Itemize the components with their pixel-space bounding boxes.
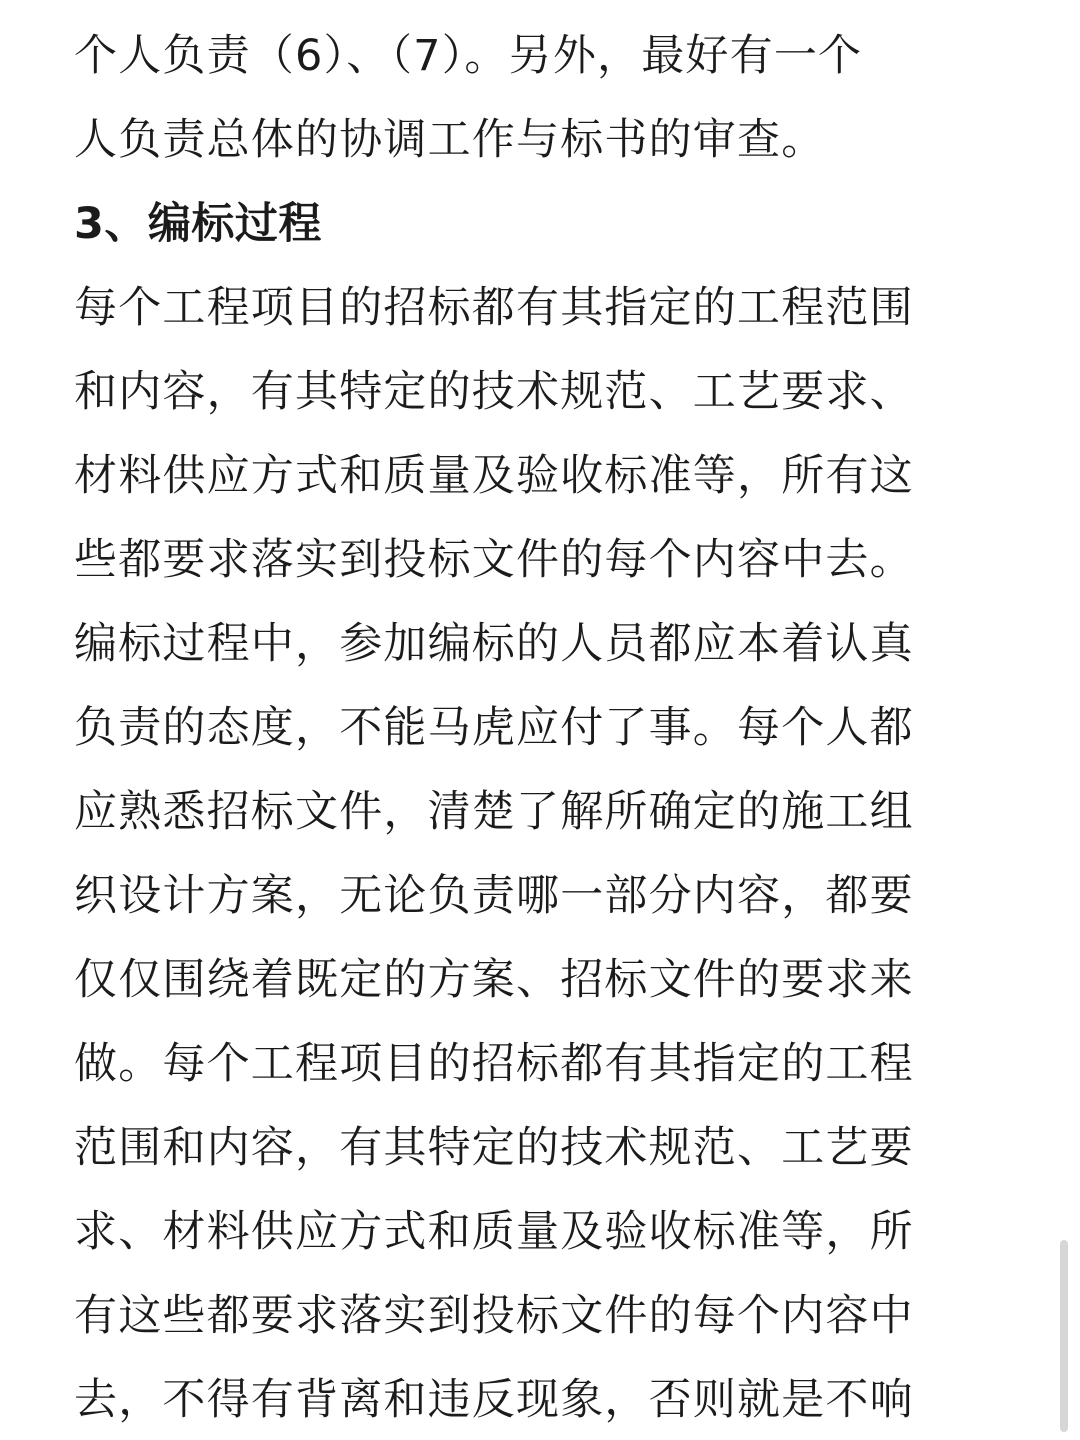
- scrollbar-thumb[interactable]: [1060, 1240, 1068, 1432]
- text-line: 有这些都要求落实到投标文件的每个内容中: [74, 1291, 914, 1341]
- article-body: [74, 14, 1004, 1440]
- text-line: 应熟悉招标文件，清楚了解所确定的施工组: [74, 787, 914, 837]
- text-line: 编标过程中，参加编标的人员都应本着认真: [74, 619, 914, 669]
- text-line: 织设计方案，无论负责哪一部分内容，都要: [74, 871, 914, 921]
- text-line: 去，不得有背离和违反现象，否则就是不响: [74, 1375, 914, 1425]
- text-line: 求、材料供应方式和质量及验收标准等，所: [74, 1207, 914, 1257]
- section-heading: 3、编标过程: [74, 199, 322, 249]
- text-line: 范围和内容，有其特定的技术规范、工艺要: [74, 1123, 914, 1173]
- text-line: 每个工程项目的招标都有其指定的工程范围: [74, 283, 914, 333]
- text-line: 做。每个工程项目的招标都有其指定的工程: [74, 1039, 914, 1089]
- text-line: 仅仅围绕着既定的方案、招标文件的要求来: [74, 955, 914, 1005]
- text-line: 材料供应方式和质量及验收标准等，所有这: [74, 451, 914, 501]
- text-line: 个人负责（6）、（7）。另外，最好有一个: [74, 31, 863, 81]
- text-line: 些都要求落实到投标文件的每个内容中去。: [74, 535, 914, 585]
- text-line: 负责的态度，不能马虎应付了事。每个人都: [74, 703, 914, 753]
- text-line: 人负责总体的协调工作与标书的审查。: [74, 115, 826, 165]
- text-line: 和内容，有其特定的技术规范、工艺要求、: [74, 367, 914, 417]
